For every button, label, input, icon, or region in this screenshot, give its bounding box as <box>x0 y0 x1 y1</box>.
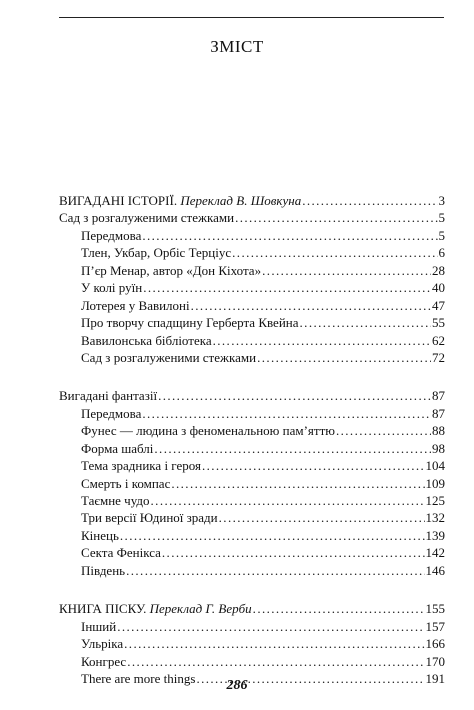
dot-leader <box>336 423 431 439</box>
dot-leader <box>202 458 425 474</box>
entry-page: 170 <box>425 653 445 669</box>
entry-page: 191 <box>425 670 445 686</box>
entry-page: 87 <box>432 405 445 421</box>
entry-title: Тема зрадника і героя <box>81 458 201 474</box>
dot-leader <box>142 228 437 244</box>
section-title-text: ВИГАДАНІ ІСТОРІЇ. <box>59 193 178 208</box>
entry-title: Фунес — людина з феноменальною пам’яттю <box>81 423 335 439</box>
toc-entry <box>59 545 445 562</box>
entry-title: Три версії Юдиної зради <box>81 510 218 526</box>
dot-leader <box>171 476 424 492</box>
dot-leader <box>151 493 425 509</box>
toc-entry <box>59 315 445 332</box>
entry-page: 104 <box>425 458 445 474</box>
entry-title: Передмова <box>81 405 142 421</box>
toc-section-header <box>59 601 445 618</box>
dot-leader <box>232 245 437 261</box>
entry-title: Інший <box>81 618 117 634</box>
toc-entry <box>59 636 445 653</box>
section-title <box>59 601 252 617</box>
dot-leader <box>142 406 431 422</box>
dot-leader <box>117 619 424 635</box>
top-rule <box>59 17 444 18</box>
section-title <box>59 388 157 404</box>
toc-entry <box>59 423 445 440</box>
toc-entry <box>59 528 445 545</box>
entry-title: Тлен, Укбар, Орбіс Терціус <box>81 245 232 261</box>
entry-title: Конгрес <box>81 653 127 669</box>
entry-page: 62 <box>432 332 445 348</box>
section-title <box>59 193 301 209</box>
dot-leader <box>120 528 425 544</box>
entry-page: 139 <box>425 527 445 543</box>
entry-title: Сад з розгалуженими стежками <box>59 210 235 226</box>
entry-title: Смерть і компас <box>81 475 171 491</box>
entry-page: 5 <box>438 210 445 226</box>
entry-page: 157 <box>425 618 445 634</box>
table-of-contents <box>59 193 445 688</box>
dot-leader <box>126 563 424 579</box>
section-page: 155 <box>425 601 445 617</box>
entry-page: 72 <box>432 349 445 365</box>
section-title-text: Вигадані фантазії <box>59 388 158 404</box>
page-number: 286 <box>226 678 248 693</box>
entry-title: Секта Фенікса <box>81 545 161 561</box>
toc-entry <box>59 458 445 475</box>
entry-page: 88 <box>432 423 445 439</box>
toc-entry <box>59 280 445 297</box>
dot-leader <box>143 280 431 296</box>
toc-entry <box>59 406 445 423</box>
dot-leader <box>162 545 425 561</box>
dot-leader <box>219 510 425 526</box>
entry-title: Південь <box>81 562 126 578</box>
dot-leader <box>127 654 424 670</box>
toc-entry <box>59 654 445 671</box>
entry-title: Сад з розгалуженими стежками <box>81 349 257 365</box>
toc-entry <box>59 298 445 315</box>
entry-title: Лотерея у Вавилоні <box>81 297 190 313</box>
section-page: 3 <box>438 193 445 208</box>
entry-page: 132 <box>425 510 445 526</box>
entry-page: 166 <box>425 636 445 652</box>
entry-title: Форма шаблі <box>81 440 154 456</box>
section-gap <box>59 580 445 601</box>
entry-page: 55 <box>432 315 445 331</box>
entry-page: 5 <box>438 227 445 243</box>
entry-page: 6 <box>438 245 445 261</box>
dot-leader <box>213 333 431 349</box>
entry-title: П’єр Менар, автор «Дон Кіхота» <box>81 262 262 278</box>
dot-leader <box>300 315 431 331</box>
entry-page: 109 <box>425 475 445 491</box>
dot-leader <box>154 441 431 457</box>
dot-leader <box>191 298 431 314</box>
entry-page: 98 <box>432 440 445 456</box>
entry-title: У колі руїн <box>81 280 143 296</box>
toc-entry <box>59 245 445 262</box>
entry-title: Про творчу спадщину Герберта Квейна <box>81 315 299 331</box>
entry-page: 40 <box>432 280 445 296</box>
section-title-text: КНИГА ПІСКУ. <box>59 601 147 617</box>
toc-entry <box>59 563 445 580</box>
entry-title: Вавилонська бібліотека <box>81 332 212 348</box>
entry-page: 146 <box>425 562 445 578</box>
toc-entry <box>59 510 445 527</box>
entry-page: 28 <box>432 262 445 278</box>
toc-entry <box>59 441 445 458</box>
dot-leader <box>124 636 424 652</box>
page-title: ЗМІСТ <box>210 37 264 56</box>
toc-entry <box>59 333 445 350</box>
dot-leader <box>253 601 425 617</box>
toc-entry <box>59 493 445 510</box>
dot-leader <box>257 350 431 366</box>
entry-title: There are more things <box>81 670 196 686</box>
toc-entry <box>59 228 445 245</box>
dot-leader <box>302 193 437 209</box>
dot-leader <box>158 388 431 404</box>
toc-entry <box>59 210 445 227</box>
dot-leader <box>262 263 431 279</box>
toc-section-header <box>59 193 445 210</box>
toc-section-header <box>59 388 445 405</box>
entry-title: Кінець <box>81 527 119 543</box>
section-translator: Переклад В. Шовкуна <box>180 193 302 208</box>
section-page: 87 <box>432 388 445 404</box>
section-translator: Переклад Г. Верби <box>149 601 252 617</box>
entry-title: Передмова <box>81 227 142 243</box>
toc-entry <box>59 619 445 636</box>
toc-entry <box>59 263 445 280</box>
entry-page: 142 <box>425 545 445 561</box>
section-gap <box>59 367 445 388</box>
toc-entry <box>59 476 445 493</box>
dot-leader <box>235 210 437 226</box>
toc-entry <box>59 350 445 367</box>
entry-title: Таємне чудо <box>81 493 150 508</box>
entry-page: 47 <box>432 297 445 313</box>
entry-title: Ульріка <box>81 636 124 652</box>
entry-page: 125 <box>425 493 445 508</box>
